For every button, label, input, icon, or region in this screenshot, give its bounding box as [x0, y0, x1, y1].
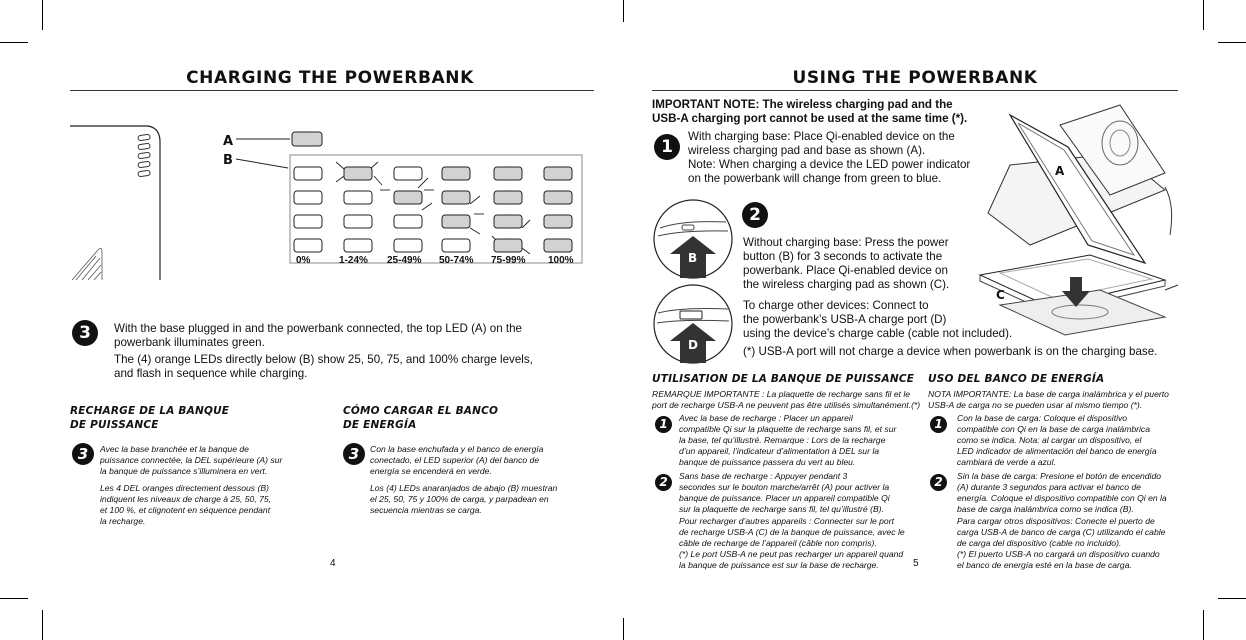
es-heading: DE ENERGÍA: [343, 419, 417, 431]
es-text: base de carga inalámbrica como se indica (B).: [957, 504, 1134, 514]
step3-line: With the base plugged in and the powerbank connected, the top LED (A) on the: [114, 322, 522, 335]
es-text: Con la base enchufada y el banco de energía: [370, 444, 544, 454]
fr-step-number-1: 1: [655, 416, 672, 433]
label-b: B: [223, 153, 233, 168]
step3-line: The (4) orange LEDs directly below (B) show 25, 50, 75, and 100% charge levels,: [114, 353, 533, 366]
level-label: 25-49%: [387, 255, 422, 266]
fr-text: Avec la base de recharge : Placer un appareil: [679, 413, 853, 423]
title-rule: [70, 90, 594, 91]
es-text: carga USB-A de banco de carga (C) utilizando el cable: [957, 527, 1166, 537]
fr-text: d’un appareil, l’indicateur d’alimentation à DEL sur la: [679, 446, 880, 456]
step2-line: button (B) for 3 seconds to activate the: [743, 250, 943, 263]
step2-line: powerbank. Place Qi-enabled device on: [743, 264, 948, 277]
step2-line: Without charging base: Press the power: [743, 236, 949, 249]
es-text: energía. Coloque el dispositivo compatible con Qi en la: [957, 493, 1167, 503]
step1-line: wireless charging pad and base as shown (A).: [688, 144, 926, 157]
step3-line: powerbank illuminates green.: [114, 336, 265, 349]
fr-step-number-3: 3: [72, 443, 94, 465]
es-text: Para cargar otros dispositivos: Conecte el puerto de: [957, 516, 1155, 526]
step-number-1: 1: [654, 134, 680, 160]
step2-line: the powerbank’s USB-A charge port (D): [743, 313, 947, 326]
fr-text: indiquent les niveaux de charge à 25, 50, 75,: [100, 494, 272, 504]
crop-mark: [623, 618, 624, 640]
es-text: energía se encenderá en verde.: [370, 466, 492, 476]
fr-text: la base, tel qu’illustré. Remarque : Lors de la recharge: [679, 435, 886, 445]
es-step-number-2: 2: [930, 474, 947, 491]
fr-text: câble de recharge de l’appareil (câble non compris).: [679, 538, 877, 548]
fr-text: secondes sur le bouton marche/arrêt (A) pour activer la: [679, 482, 890, 492]
es-text: (A) durante 3 segundos para activar el banco de: [957, 482, 1141, 492]
es-text: como se indica. Nota: al cargar un dispositivo, el: [957, 435, 1142, 445]
level-label: 0%: [296, 255, 311, 266]
step3-line: and flash in sequence while charging.: [114, 367, 308, 380]
fr-text: banque de puissance passera du vert au bleu.: [679, 457, 856, 467]
es-text: de carga del dispositivo (cable no incluido).: [957, 538, 1122, 548]
crop-mark: [0, 42, 28, 43]
label-a: A: [1055, 164, 1065, 178]
step1-line: on the powerbank will change from green to blue.: [688, 172, 942, 185]
fr-text: compatible Qi sur la plaquette de recharge sans fil, et sur: [679, 424, 897, 434]
fr-text: (*) Le port USB-A ne peut pas recharger un appareil quand: [679, 549, 904, 559]
fr-text: Sans base de recharge : Appuyer pendant 3: [679, 471, 848, 481]
crop-mark: [1218, 42, 1246, 43]
right-page-title: USING THE POWERBANK: [792, 68, 1038, 88]
fr-text: la recharge.: [100, 516, 146, 526]
step1-line: With charging base: Place Qi-enabled device on the: [688, 130, 955, 143]
fr-text: de recharge USB-A (C) de la banque de puissance, avec le: [679, 527, 905, 537]
step2-line: the wireless charging pad as shown (C).: [743, 278, 950, 291]
es-heading: CÓMO CARGAR EL BANCO: [343, 405, 499, 417]
power-button-detail: [652, 198, 734, 280]
important-note: IMPORTANT NOTE: The wireless charging pad and the: [652, 98, 953, 111]
level-label: 50-74%: [439, 255, 474, 266]
es-step-number-3: 3: [343, 443, 365, 465]
step-number-2: 2: [742, 202, 768, 228]
es-text: Sin la base de carga: Presione el botón de encendido: [957, 471, 1162, 481]
fr-text: Avec la base branchée et la banque de: [100, 444, 249, 454]
crop-mark: [42, 0, 43, 30]
es-text: Con la base de carga: Coloque el dispositivo: [957, 413, 1128, 423]
page-number: 4: [330, 558, 336, 569]
label-b: B: [688, 251, 698, 265]
fr-text: banque de puissance. Placer un appareil compatible Qi: [679, 493, 890, 503]
fr-text: Pour recharger d’autres appareils : Connecter sur le port: [679, 516, 894, 526]
es-text: cambiará de verde a azul.: [957, 457, 1056, 467]
es-note: USB-A de carga no se pueden usar al mismo tiempo (*).: [928, 400, 1143, 410]
crop-mark: [1203, 610, 1204, 640]
fr-step-number-2: 2: [655, 474, 672, 491]
level-label: 75-99%: [491, 255, 526, 266]
crop-mark: [1218, 598, 1246, 599]
es-text: secuencia mientras se carga.: [370, 505, 482, 515]
label-a: A: [223, 134, 234, 149]
fr-heading: UTILISATION DE LA BANQUE DE PUISSANCE: [652, 373, 915, 385]
fr-text: la banque de puissance est sur la base de recharge.: [679, 560, 879, 570]
crop-mark: [1203, 0, 1204, 30]
es-text: el 25, 50, 75 y 100% de carga, y parpadean en: [370, 494, 549, 504]
page-number: 5: [913, 558, 919, 569]
title-rule: [652, 90, 1178, 91]
es-text: compatible con Qi en la base de carga inalámbrica: [957, 424, 1150, 434]
step2-line: using the device’s charge cable (cable not included).: [743, 327, 1013, 340]
crop-mark: [623, 0, 624, 22]
fr-text: sur la plaquette de recharge sans fil, tel qu’illustré (B).: [679, 504, 884, 514]
fr-heading: RECHARGE DE LA BANQUE: [70, 405, 230, 417]
label-c: C: [996, 288, 1005, 302]
level-label: 100%: [548, 255, 574, 266]
step-number-3: 3: [72, 320, 98, 346]
fr-text: la banque de puissance s’illuminera en vert.: [100, 466, 268, 476]
crop-mark: [42, 610, 43, 640]
fr-text: puissance connectée, la DEL supérieure (A) sur: [100, 455, 283, 465]
level-label: 1-24%: [339, 255, 368, 266]
es-step-number-1: 1: [930, 416, 947, 433]
fr-note: port de recharge USB-A ne peuvent pas être utilisés simultanément.(*): [652, 400, 921, 410]
es-text: LED indicador de alimentación del banco de energía: [957, 446, 1157, 456]
es-text: conectado, el LED superior (A) del banco de: [370, 455, 540, 465]
crop-mark: [0, 598, 28, 599]
usb-port-detail: [652, 283, 734, 365]
es-text: el banco de energía esté en la base de carga.: [957, 560, 1132, 570]
left-page-title: CHARGING THE POWERBANK: [186, 68, 474, 88]
step1-line: Note: When charging a device the LED power indicator: [688, 158, 971, 171]
es-text: (*) El puerto USB-A no cargará un dispositivo cuando: [957, 549, 1160, 559]
fr-text: et 100 %, et clignotent en séquence pendant: [100, 505, 271, 515]
label-d: D: [688, 338, 698, 352]
charging-stand-illustration: [970, 95, 1180, 340]
fr-heading: DE PUISSANCE: [70, 419, 159, 431]
fr-note: REMARQUE IMPORTANTE : La plaquette de recharge sans fil et le: [652, 389, 911, 399]
es-heading: USO DEL BANCO DE ENERGÍA: [928, 373, 1105, 385]
es-text: Los (4) LEDs anaranjados de abajo (B) muestran: [370, 483, 558, 493]
step2-line: (*) USB-A port will not charge a device when powerbank is on the charging base.: [743, 345, 1158, 358]
fr-text: Les 4 DEL oranges directement dessous (B): [100, 483, 269, 493]
es-note: NOTA IMPORTANTE: La base de carga inalámbrica y el puerto: [928, 389, 1169, 399]
important-note: USB-A charging port cannot be used at the same time (*).: [652, 112, 968, 125]
step2-line: To charge other devices: Connect to: [743, 299, 929, 312]
